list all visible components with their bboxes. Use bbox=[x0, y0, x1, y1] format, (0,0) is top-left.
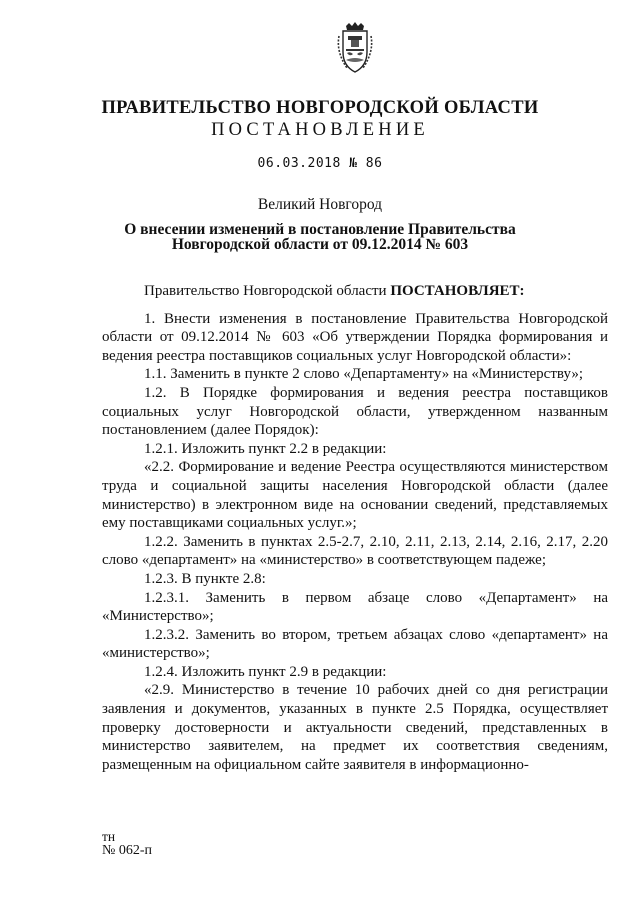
paragraph-1-2-3-2: 1.2.3.2. Заменить во втором, третьем абзацах слово «департамент» на «министерство»; bbox=[102, 626, 608, 662]
executor-initials: тн bbox=[102, 829, 116, 844]
subject-line-1: О внесении изменений в постановление Правительства bbox=[124, 221, 516, 238]
preamble-decree-word: ПОСТАНОВЛЯЕТ: bbox=[390, 283, 525, 299]
preamble bbox=[102, 282, 608, 301]
paragraph-1-2-1-quote: «2.2. Формирование и ведение Реестра осуществляются министерством труда и социальной защиты населения Новгородской области (далее министерство) в электронном виде на основании сведений, представляемых ему поставщиками социальных услуг.»; bbox=[102, 459, 608, 532]
preamble-text: Правительство Новгородской области bbox=[144, 283, 391, 299]
paragraph-1: 1. Внести изменения в постановление Правительства Новгородской области от 09.12.2014 № 603 «Об утверждении Порядка формирования и ведения реестра поставщиков социальных услуг Новгородской области»: bbox=[102, 310, 608, 364]
document-body bbox=[102, 282, 608, 774]
paragraph-1-2: 1.2. В Порядке формирования и ведения реестра поставщиков социальных услуг Новгородской области, утвержденном названным постановлением (далее Порядок): bbox=[102, 384, 608, 439]
document-subject bbox=[0, 222, 640, 252]
paragraph-1-2-3: 1.2.3. В пункте 2.8: bbox=[144, 570, 266, 587]
document-footer bbox=[102, 830, 152, 858]
paragraph-1-2-4-quote: «2.9. Министерство в течение 10 рабочих дней со дня регистрации заявления и документов, указанных в пункте 2.5 Порядка, осуществляет проверку достоверности и актуальности сведений, представленных в министерство заявителем, на предмет их соответствия сведениям, размещенным на официальном сайте заявителя в информационно- bbox=[102, 682, 608, 773]
government-title: ПРАВИТЕЛЬСТВО НОВГОРОДСКОЙ ОБЛАСТИ bbox=[101, 98, 539, 118]
paragraph-1-2-3-1: 1.2.3.1. Заменить в первом абзаце слово «Департамент» на «Министерство»; bbox=[102, 589, 608, 625]
document-type: ПОСТАНОВЛЕНИЕ bbox=[211, 120, 429, 140]
paragraph-1-2-1: 1.2.1. Изложить пункт 2.2 в редакции: bbox=[144, 440, 387, 457]
paragraph-1-2-2: 1.2.2. Заменить в пунктах 2.5-2.7, 2.10, 2.11, 2.13, 2.14, 2.16, 2.17, 2.20 слово «департамент» на «министерство» в соответствующем падеже; bbox=[102, 533, 608, 569]
document-date-number: 06.03.2018 № 86 bbox=[257, 156, 383, 171]
city-name: Великий Новгород bbox=[257, 196, 383, 213]
paragraph-1-1: 1.1. Заменить в пункте 2 слово «Департаменту» на «Министерству»; bbox=[144, 366, 583, 383]
coat-of-arms-emblem bbox=[333, 22, 377, 74]
paragraph-1-2-4: 1.2.4. Изложить пункт 2.9 в редакции: bbox=[144, 663, 387, 680]
document-code: № 062-п bbox=[102, 843, 153, 858]
subject-line-2: Новгородской области от 09.12.2014 № 603 bbox=[171, 236, 469, 253]
